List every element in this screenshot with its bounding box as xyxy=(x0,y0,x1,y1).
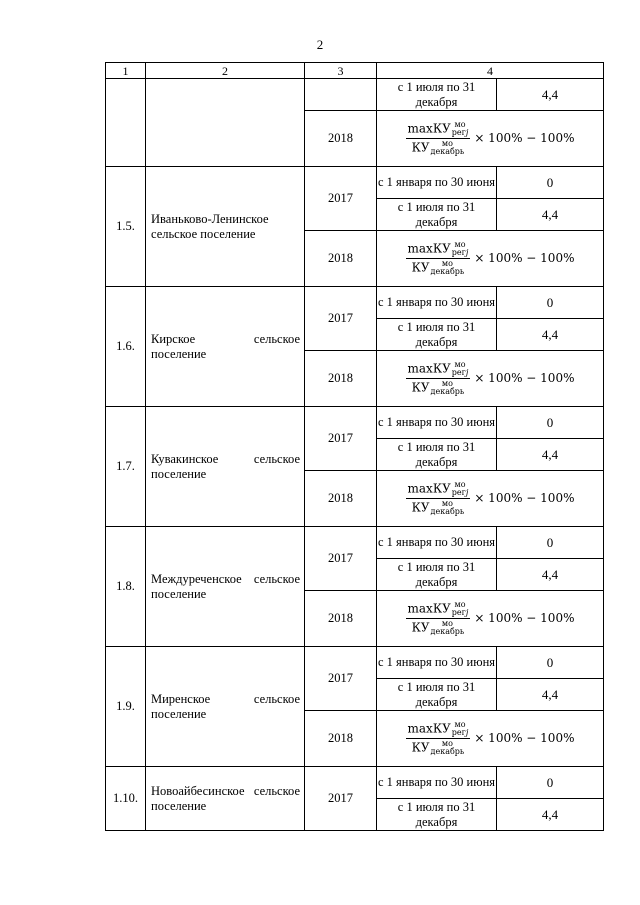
table-row xyxy=(106,647,604,679)
period-cell: с 1 июля по 31 декабря xyxy=(377,439,497,471)
year-cell: 2018 xyxy=(305,591,377,647)
num-cell: 1.7. xyxy=(106,407,146,527)
data-table xyxy=(105,62,604,831)
value-cell: 0 xyxy=(497,647,604,679)
year-cell: 2018 xyxy=(305,351,377,407)
period-cell: с 1 января по 30 июня xyxy=(377,527,497,559)
header-col-1: 1 xyxy=(106,63,146,79)
num-cell: 1.9. xyxy=(106,647,146,767)
header-row xyxy=(106,63,604,79)
value-cell: 4,4 xyxy=(497,199,604,231)
formula-cell xyxy=(377,471,604,527)
num-cell: 1.10. xyxy=(106,767,146,831)
num-cell: 1.6. xyxy=(106,287,146,407)
value-cell: 0 xyxy=(497,167,604,199)
value-cell: 4,4 xyxy=(497,799,604,831)
formula: maxКУ мо pегj КУ мо декабрь × 100% − 100% xyxy=(407,480,575,516)
value-cell: 4,4 xyxy=(497,559,604,591)
year-cell: 2017 xyxy=(305,167,377,231)
formula: maxКУ мо pегj КУ мо декабрь × 100% − 100% xyxy=(407,600,575,636)
year-cell: 2017 xyxy=(305,527,377,591)
name-cell: Кирское сельское поселение xyxy=(146,287,305,407)
period-cell: с 1 июля по 31 декабря xyxy=(377,799,497,831)
value-cell: 4,4 xyxy=(497,679,604,711)
name-cell: Миренское сельское поселение xyxy=(146,647,305,767)
value-cell: 0 xyxy=(497,767,604,799)
name-cell: Междуреченское сельское поселение xyxy=(146,527,305,647)
value-cell: 0 xyxy=(497,407,604,439)
header-col-3: 3 xyxy=(305,63,377,79)
period-cell: с 1 июля по 31 декабря xyxy=(377,79,497,111)
value-cell: 0 xyxy=(497,527,604,559)
formula-cell xyxy=(377,231,604,287)
year-cell: 2018 xyxy=(305,231,377,287)
page-number: 2 xyxy=(316,37,324,52)
header-col-4: 4 xyxy=(377,63,604,79)
period-cell: с 1 июля по 31 декабря xyxy=(377,679,497,711)
year-cell: 2017 xyxy=(305,407,377,471)
year-cell: 2018 xyxy=(305,711,377,767)
year-cell: 2018 xyxy=(305,111,377,167)
formula-cell xyxy=(377,591,604,647)
table-row xyxy=(106,407,604,439)
formula-cell xyxy=(377,711,604,767)
value-cell: 4,4 xyxy=(497,319,604,351)
year-cell: 2017 xyxy=(305,767,377,831)
name-cell: Новоайбесинское сельское поселение xyxy=(146,767,305,831)
period-cell: с 1 января по 30 июня xyxy=(377,407,497,439)
table-row xyxy=(106,79,604,111)
value-cell: 4,4 xyxy=(497,439,604,471)
value-cell: 4,4 xyxy=(497,79,604,111)
year-cell: 2017 xyxy=(305,647,377,711)
formula: maxКУ мо pегj КУ мо декабрь × 100% − 100% xyxy=(407,360,575,396)
num-cell: 1.8. xyxy=(106,527,146,647)
year-cell: 2017 xyxy=(305,287,377,351)
formula: maxКУ мо pегj КУ мо декабрь × 100% − 100% xyxy=(407,720,575,756)
header-col-2: 2 xyxy=(146,63,305,79)
year-cell: 2018 xyxy=(305,471,377,527)
name-cell: Кувакинское сельское поселение xyxy=(146,407,305,527)
name-cell xyxy=(146,79,305,167)
period-cell: с 1 июля по 31 декабря xyxy=(377,319,497,351)
table-row xyxy=(106,527,604,559)
formula: maxКУ мо pегj КУ мо декабрь × 100% − 100% xyxy=(407,240,575,276)
period-cell: с 1 января по 30 июня xyxy=(377,647,497,679)
formula-cell xyxy=(377,111,604,167)
table-row xyxy=(106,767,604,799)
table-row xyxy=(106,287,604,319)
period-cell: с 1 июля по 31 декабря xyxy=(377,199,497,231)
num-cell xyxy=(106,79,146,167)
period-cell: с 1 января по 30 июня xyxy=(377,767,497,799)
year-cell xyxy=(305,79,377,111)
table-row xyxy=(106,167,604,199)
period-cell: с 1 июля по 31 декабря xyxy=(377,559,497,591)
period-cell: с 1 января по 30 июня xyxy=(377,167,497,199)
name-cell: Иваньково-Ленинское сельское поселение xyxy=(146,167,305,287)
formula-cell xyxy=(377,351,604,407)
value-cell: 0 xyxy=(497,287,604,319)
num-cell: 1.5. xyxy=(106,167,146,287)
period-cell: с 1 января по 30 июня xyxy=(377,287,497,319)
formula: maxКУ мо pегj КУ мо декабрь × 100% − 100% xyxy=(407,120,575,156)
